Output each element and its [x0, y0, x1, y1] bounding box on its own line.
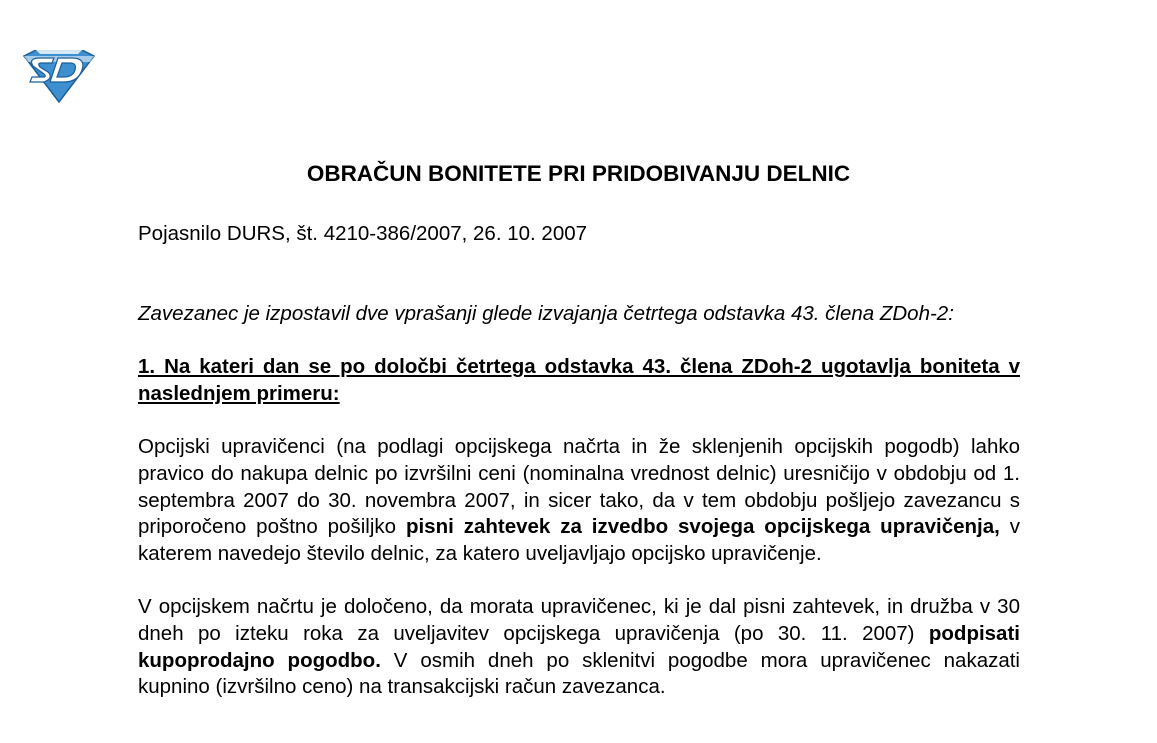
paragraph-text: Opcijski upravičenci (na podlagi opcijskega načrta in že sklenjenih opcijskih pogodb) lahko pravico do nakupa delnic po izvršilni ceni (nominalna vrednost delnic) uresničijo v obdobju od 1. septembra 2007 do 30. novembra 2007, in sicer tako, da v tem obdobju pošljejo zavezancu s priporočeno poštno pošiljko — [138, 435, 1020, 539]
paragraph-text: V opcijskem načrtu je določeno, da morata upravičenec, ki je dal pisni zahtevek, in družba v 30 dneh po izteku roka za uveljavitev opcijskega upravičenja (po 30. 11. 2007) — [138, 595, 1020, 645]
question-heading: 1. Na kateri dan se po določbi četrtega odstavka 43. člena ZDoh-2 ugotavlja boniteta v naslednjem primeru: — [138, 355, 1020, 405]
company-logo — [22, 50, 96, 104]
sd-diamond-logo-icon — [22, 50, 96, 104]
document-body — [138, 221, 1020, 701]
paragraph-emphasis: podpisati kupoprodajno pogodbo. — [138, 621, 1020, 672]
document-reference: Pojasnilo DURS, št. 4210-386/2007, 26. 10. 2007 — [138, 222, 588, 245]
intro-paragraph: Zavezanec je izpostavil dve vprašanji glede izvajanja četrtega odstavka 43. člena ZDoh-2: — [138, 301, 954, 325]
paragraph-text: V osmih dneh po sklenitvi pogodbe mora upravičenec nakazati kupnino (izvršilno ceno) na transakcijski račun zavezanca. — [138, 648, 1020, 699]
paragraph-options — [138, 434, 1020, 567]
document-title: OBRAČUN BONITETE PRI PRIDOBIVANJU DELNIC — [306, 161, 851, 186]
paragraph-emphasis: pisni zahtevek za izvedbo svojega opcijskega upravičenja, — [405, 515, 1000, 539]
paragraph-contract — [138, 594, 1020, 700]
paragraph-text: v katerem navedejo število delnic, za katero uveljavljajo opcijsko upravičenje. — [138, 515, 1020, 565]
